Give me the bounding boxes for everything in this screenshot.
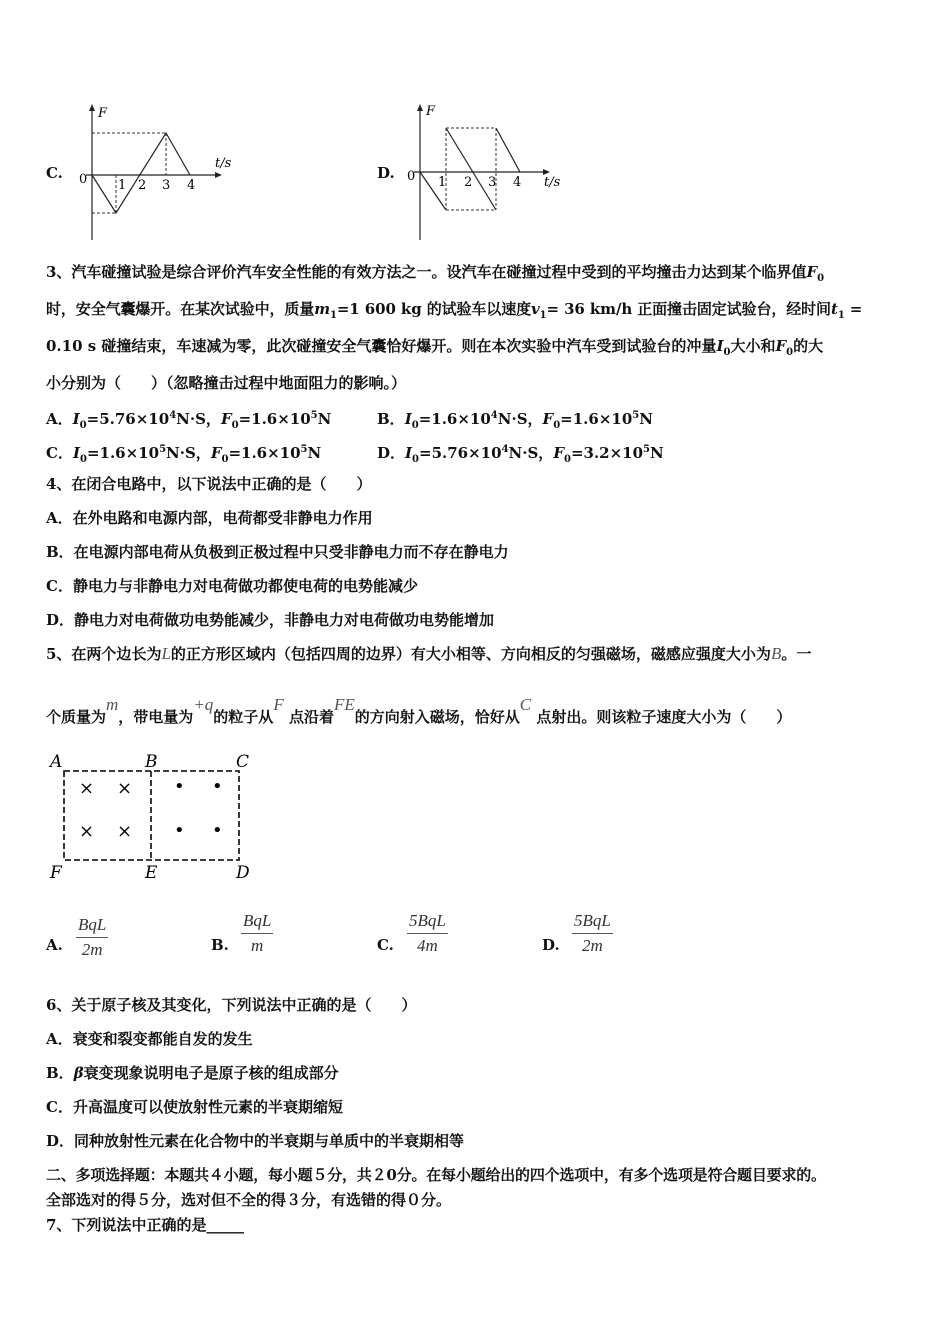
q3-option-c[interactable]: C．$I_0=1.6\times 10^5N\cdot S$，$F_0=1.6\times 10^5N$ [46, 444, 322, 465]
graph-d-tick: 1 [438, 175, 447, 190]
field-out-icon: • [212, 776, 223, 797]
q4-option-b[interactable]: B．在电源内部电荷从负极到正极过程中只受非静电力而不存在静电力 [46, 543, 509, 561]
q3-option-d[interactable]: D．$I_0=5.76\times 10^4N\cdot S$，$F_0=3.2\times 10^5N$ [377, 444, 664, 465]
q4-option-a[interactable]: A．在外电路和电源内部，电荷都受非静电力作用 [46, 509, 373, 527]
graph-d-tick: 4 [513, 175, 522, 190]
q3-stem-line-1: 3、汽车碰撞试验是综合评价汽车安全性能的有效方法之一。设汽车在碰撞过程中受到的平均撞击力达到某个临界值$F_0$ [46, 263, 825, 284]
graph-d-force-curve [446, 128, 496, 210]
option-c-label: C. [46, 164, 63, 182]
q3-stem-line-4: 小分别为（ ）（忽略撞击过程中地面阻力的影响。） [46, 374, 407, 392]
q5-option-b-label[interactable]: B. [211, 936, 229, 954]
q6-option-c[interactable]: C．升高温度可以使放射性元素的半衰期缩短 [46, 1098, 343, 1116]
graph-c-f-label: F [98, 106, 108, 121]
field-out-icon: • [174, 776, 185, 797]
field-out-icon: • [174, 820, 185, 841]
magnetic-field-figure [44, 748, 264, 888]
q3-option-b[interactable]: B．$I_0=1.6\times 10^4N\cdot S$，$F_0=1.6\times 10^5N$ [377, 410, 653, 431]
q3-option-a[interactable]: A．$I_0=5.76\times 10^4N\cdot S$，$F_0=1.6\times 10^5N$ [46, 410, 332, 431]
q6-option-b[interactable]: B．β衰变现象说明电子是原子核的组成部分 [46, 1064, 339, 1082]
graph-c-f-arrow [89, 104, 95, 111]
field-into-icon: × [79, 821, 95, 842]
corner-e: E [145, 863, 158, 883]
section2-heading-line-2: 全部选对的得５分，选对但不全的得３分，有选错的得０分。 [46, 1191, 452, 1209]
q5-option-a-label[interactable]: A. [46, 936, 63, 954]
corner-c: C [236, 752, 250, 772]
q6-stem: 6、关于原子核及其变化，下列说法中正确的是（ ） [46, 996, 417, 1014]
graph-c-origin: 0 [79, 172, 88, 187]
graph-d-origin: 0 [407, 169, 416, 184]
q5-stem-line-2: 个质量为m，带电量为+q的粒子从F 点沿着FE的方向射入磁场，恰好从C 点射出。则该粒子速度大小为（ ） [46, 695, 792, 726]
graph-d-t-label: t/s [544, 175, 561, 190]
q5-option-c-label[interactable]: C. [377, 936, 394, 954]
graph-c-force-curve [92, 133, 190, 213]
q5-option-c-fraction[interactable]: 5BqL 4m [409, 911, 446, 955]
q7-stem: 7、下列说法中正确的是_____ [46, 1216, 244, 1234]
corner-f: F [50, 863, 62, 883]
q5-option-d-fraction[interactable]: 5BqL 2m [574, 911, 611, 955]
q6-option-d[interactable]: D．同种放射性元素在化合物中的半衰期与单质中的半衰期相等 [46, 1132, 465, 1150]
q5-option-b-fraction[interactable]: BqL m [243, 911, 272, 955]
q4-stem: 4、在闭合电路中，以下说法中正确的是（ ） [46, 475, 372, 493]
q5-stem-line-1: 5、在两个边长为L的正方形区域内（包括四周的边界）有大小相等、方向相反的匀强磁场，磁感应强度大小为B。一 [46, 644, 812, 663]
graph-d-tick: 2 [464, 175, 473, 190]
graph-d [398, 100, 578, 245]
graph-d-f-label: F [426, 104, 436, 119]
graph-c-tick: 2 [138, 178, 147, 193]
field-out-icon: • [212, 820, 223, 841]
q7-answer-blank[interactable]: _____ [206, 1216, 244, 1234]
graph-c-t-arrow [215, 172, 222, 178]
q4-option-c[interactable]: C．静电力与非静电力对电荷做功都使电荷的电势能减少 [46, 577, 418, 595]
corner-d: D [236, 863, 250, 883]
graph-c [70, 100, 250, 245]
graph-d-force-curve [496, 128, 520, 172]
section2-heading-line-1: 二、多项选择题：本题共４小题，每小题５分，共２0分。在每小题给出的四个选项中，有多个选项是符合题目要求的。 [46, 1166, 826, 1184]
q5-option-a-fraction[interactable]: BqL 2m [78, 915, 107, 959]
q6-option-a[interactable]: A．衰变和裂变都能自发的发生 [46, 1030, 253, 1048]
graph-c-t-label: t/s [215, 156, 232, 171]
q3-stem-line-2: 时，安全气囊爆开。在某次试验中，质量$m_1=1$ 600 kg 的试验车以速度$v_1= 36$ km/h 正面撞击固定试验台，经时间$t_1$ = [46, 300, 863, 321]
q3-stem-line-3: 0.10 s 碰撞结束，车速减为零，此次碰撞安全气囊恰好爆开。则在本次实验中汽车受到试验台的冲量$I_0$大小和$F_0$的大 [46, 337, 824, 358]
field-into-icon: × [79, 778, 95, 799]
q5-option-d-label[interactable]: D. [542, 936, 560, 954]
corner-b: B [145, 752, 158, 772]
option-d-label: D. [377, 164, 395, 182]
graph-d-tick: 3 [488, 175, 497, 190]
field-into-icon: × [117, 821, 133, 842]
graph-c-tick: 3 [162, 178, 171, 193]
field-into-icon: × [117, 778, 133, 799]
corner-a: A [50, 752, 63, 772]
graph-c-tick: 4 [187, 178, 196, 193]
graph-c-tick: 1 [118, 178, 127, 193]
graph-d-f-arrow [417, 104, 423, 111]
q4-option-d[interactable]: D．静电力对电荷做功电势能减少，非静电力对电荷做功电势能增加 [46, 611, 495, 629]
